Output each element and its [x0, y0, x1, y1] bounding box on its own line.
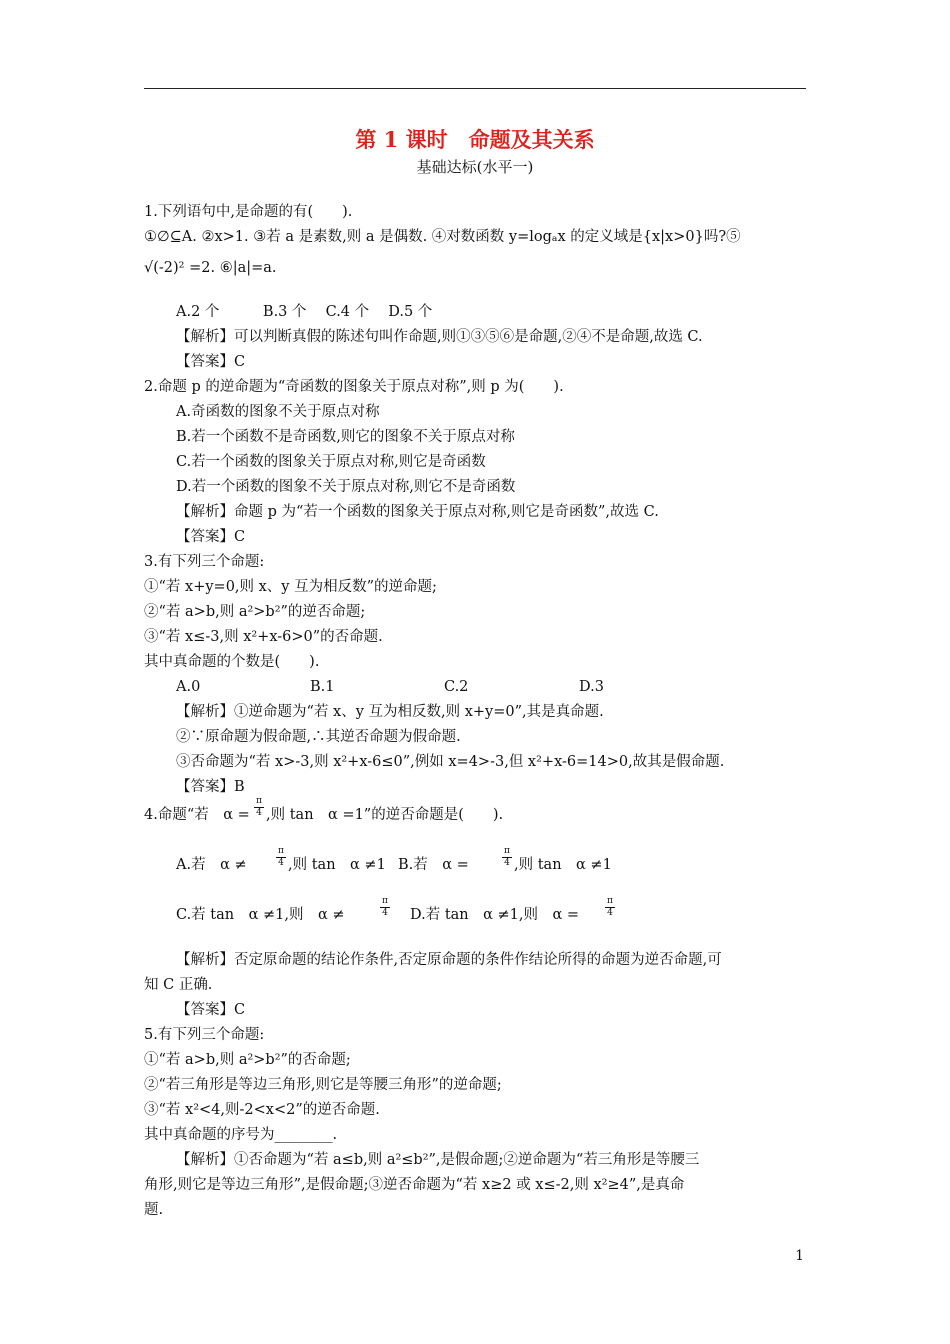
page-title: 第 1 课时 命题及其关系 [355, 127, 595, 152]
q4-answer: 【答案】C [176, 1002, 246, 1018]
q4-option-d-fraction: π 4 [603, 897, 617, 918]
q3-stem: 3.有下列三个命题: [144, 554, 265, 570]
q5-item-2: ②“若三角形是等边三角形,则它是等腰三角形”的逆命题; [144, 1077, 502, 1093]
page-number: 1 [795, 1248, 804, 1264]
q1-items-line2: √(-2)² =2. ⑥|a|=a. [144, 260, 277, 276]
q3-analysis-1: 【解析】①逆命题为“若 x、y 互为相反数,则 x+y=0”,其是真命题. [176, 704, 604, 720]
q4-option-a-fraction: π 4 [274, 847, 288, 868]
q5-item-1: ①“若 a>b,则 a²>b²”的否命题; [144, 1052, 351, 1068]
q5-question: 其中真命题的序号为________. [144, 1127, 338, 1143]
q4-stem-fraction: π 4 [252, 797, 266, 818]
q3-option-d: D.3 [579, 679, 604, 695]
q2-option-c: C.若一个函数的图象关于原点对称,则它是奇函数 [176, 454, 486, 470]
q1-items-line1: ①∅⊆A. ②x>1. ③若 a 是素数,则 a 是偶数. ④对数函数 y=logₐx 的定义域是{x|x>0}吗?⑤ [144, 229, 741, 245]
q4-stem-start: 4.命题“若 α = [144, 807, 250, 823]
q2-option-d: D.若一个函数的图象不关于原点对称,则它不是奇函数 [176, 479, 516, 495]
q3-item-1: ①“若 x+y=0,则 x、y 互为相反数”的逆命题; [144, 579, 437, 595]
q3-analysis-3: ③否命题为“若 x>-3,则 x²+x-6≤0”,例如 x=4>-3,但 x²+x-6=14>0,故其是假命题. [176, 754, 725, 770]
q3-option-b: B.1 [310, 679, 335, 695]
q3-option-c: C.2 [444, 679, 469, 695]
q5-analysis-3: 题. [144, 1202, 164, 1218]
q1-stem: 1.下列语句中,是命题的有( ). [144, 204, 353, 220]
q1-options: A.2 个 B.3 个 C.4 个 D.5 个 [176, 304, 433, 320]
q4-option-a-end: ,则 tan α ≠1 [288, 857, 386, 873]
q1-answer: 【答案】C [176, 354, 246, 370]
q4-option-b-fraction: π 4 [500, 847, 514, 868]
q3-analysis-2: ②∵原命题为假命题,∴其逆否命题为假命题. [176, 729, 461, 745]
q2-option-b: B.若一个函数不是奇函数,则它的图象不关于原点对称 [176, 429, 515, 445]
q3-item-2: ②“若 a>b,则 a²>b²”的逆否命题; [144, 604, 366, 620]
q2-stem: 2.命题 p 的逆命题为“奇函数的图象关于原点对称”,则 p 为( ). [144, 379, 564, 395]
q3-question: 其中真命题的个数是( ). [144, 654, 320, 670]
q3-item-3: ③“若 x≤-3,则 x²+x-6>0”的否命题. [144, 629, 383, 645]
q2-option-a: A.奇函数的图象不关于原点对称 [176, 404, 380, 420]
q4-option-c: C.若 tan α ≠1,则 α ≠ [176, 907, 345, 923]
q5-analysis-2: 角形,则它是等边三角形”,是假命题;③逆否命题为“若 x≥2 或 x≤-2,则 x²≥4”,是真命 [144, 1177, 685, 1193]
q4-analysis-2: 知 C 正确. [144, 977, 213, 993]
q4-option-a-start: A.若 α ≠ [176, 857, 247, 873]
page-subtitle: 基础达标(水平一) [416, 158, 534, 176]
q4-option-b-end: ,则 tan α ≠1 [514, 857, 612, 873]
q5-analysis-1: 【解析】①否命题为“若 a≤b,则 a²≤b²”,是假命题;②逆命题为“若三角形是等腰三 [176, 1152, 700, 1168]
q3-answer: 【答案】B [176, 779, 245, 795]
q4-analysis-1: 【解析】否定原命题的结论作条件,否定原命题的条件作结论所得的命题为逆否命题,可 [176, 952, 722, 968]
q2-answer: 【答案】C [176, 529, 246, 545]
q5-stem: 5.有下列三个命题: [144, 1027, 265, 1043]
q4-option-b-start: B.若 α = [398, 857, 469, 873]
q3-option-a: A.0 [176, 679, 201, 695]
q4-stem-end: ,则 tan α =1”的逆否命题是( ). [266, 807, 504, 823]
header-rule [144, 88, 806, 89]
q2-analysis: 【解析】命题 p 为“若一个函数的图象关于原点对称,则它是奇函数”,故选 C. [176, 504, 659, 520]
q5-item-3: ③“若 x²<4,则-2<x<2”的逆否命题. [144, 1102, 380, 1118]
q1-analysis: 【解析】可以判断真假的陈述句叫作命题,则①③⑤⑥是命题,②④不是命题,故选 C. [176, 329, 703, 345]
q4-option-d: D.若 tan α ≠1,则 α = [410, 907, 580, 923]
q4-option-c-fraction: π 4 [378, 897, 392, 918]
